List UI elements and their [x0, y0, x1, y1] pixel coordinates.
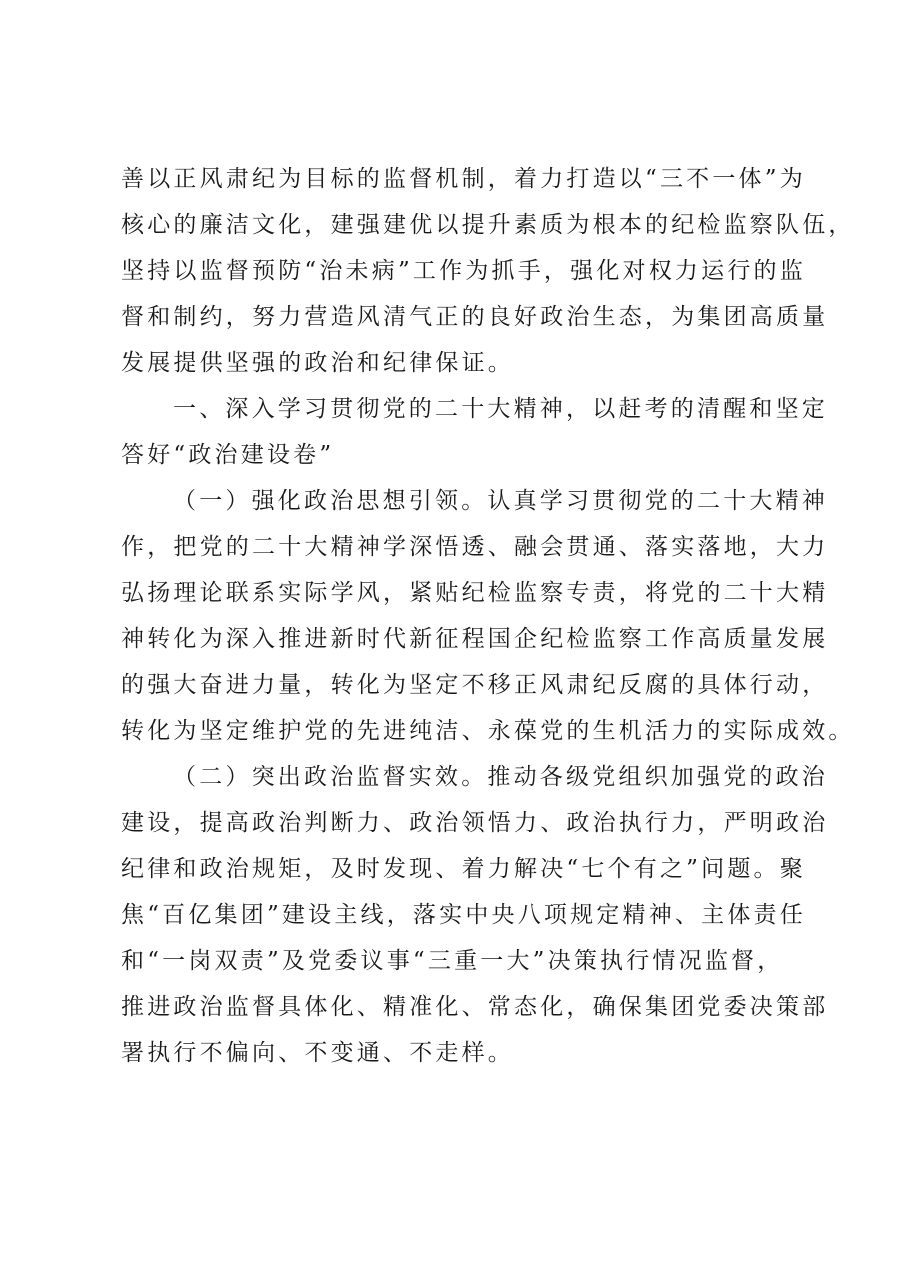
heading-line: 一、深入学习贯彻党的二十大精神，以赶考的清醒和坚定 — [173, 396, 828, 422]
paragraph-line: 善以正风肃纪为目标的监督机制，着力打造以“三不一体”为 — [121, 166, 806, 192]
paragraph-line: 署执行不偏向、不变通、不走样。 — [121, 1040, 514, 1066]
paragraph-line: （一）强化政治思想引领。认真学习贯彻党的二十大精神 — [173, 488, 828, 514]
paragraph-line: 作，把党的二十大精神学深悟透、融会贯通、落实落地，大力 — [121, 534, 829, 560]
paragraph-line: 核心的廉洁文化，建强建优以提升素质为根本的纪检监察队伍， — [121, 212, 855, 238]
paragraph-line: 督和制约，努力营造风清气正的良好政治生态，为集团高质量 — [121, 304, 829, 330]
paragraph-line: 建设，提高政治判断力、政治领悟力、政治执行力，严明政治 — [121, 810, 829, 836]
paragraph-line: 发展提供坚强的政治和纪律保证。 — [121, 350, 514, 376]
paragraph-line: 纪律和政治规矩，及时发现、着力解决“七个有之”问题。聚 — [121, 856, 806, 882]
paragraph-line: 转化为坚定维护党的先进纯洁、永葆党的生机活力的实际成效。 — [121, 718, 855, 744]
paragraph-line: 焦“百亿集团”建设主线，落实中央八项规定精神、主体责任 — [121, 902, 806, 928]
paragraph-line: 推进政治监督具体化、精准化、常态化，确保集团党委决策部 — [121, 994, 829, 1020]
paragraph-line: 神转化为深入推进新时代新征程国企纪检监察工作高质量发展 — [121, 626, 829, 652]
subsection-1-paragraph — [121, 478, 855, 754]
paragraph-line: 的强大奋进力量，转化为坚定不移正风肃纪反腐的具体行动， — [121, 672, 829, 698]
section-heading — [121, 386, 828, 478]
paragraph-line: 坚持以监督预防“治未病”工作为抓手，强化对权力运行的监 — [121, 258, 806, 284]
paragraph-line: 弘扬理论联系实际学风，紧贴纪检监察专责，将党的二十大精 — [121, 580, 829, 606]
paragraph-line: 和“一岗双责”及党委议事“三重一大”决策执行情况监督， — [121, 948, 784, 974]
intro-paragraph — [121, 156, 855, 386]
document-body — [121, 156, 855, 1076]
paragraph-line: （二）突出政治监督实效。推动各级党组织加强党的政治 — [173, 764, 828, 790]
heading-line: 答好“政治建设卷” — [121, 442, 335, 468]
subsection-2-paragraph — [121, 754, 829, 1076]
